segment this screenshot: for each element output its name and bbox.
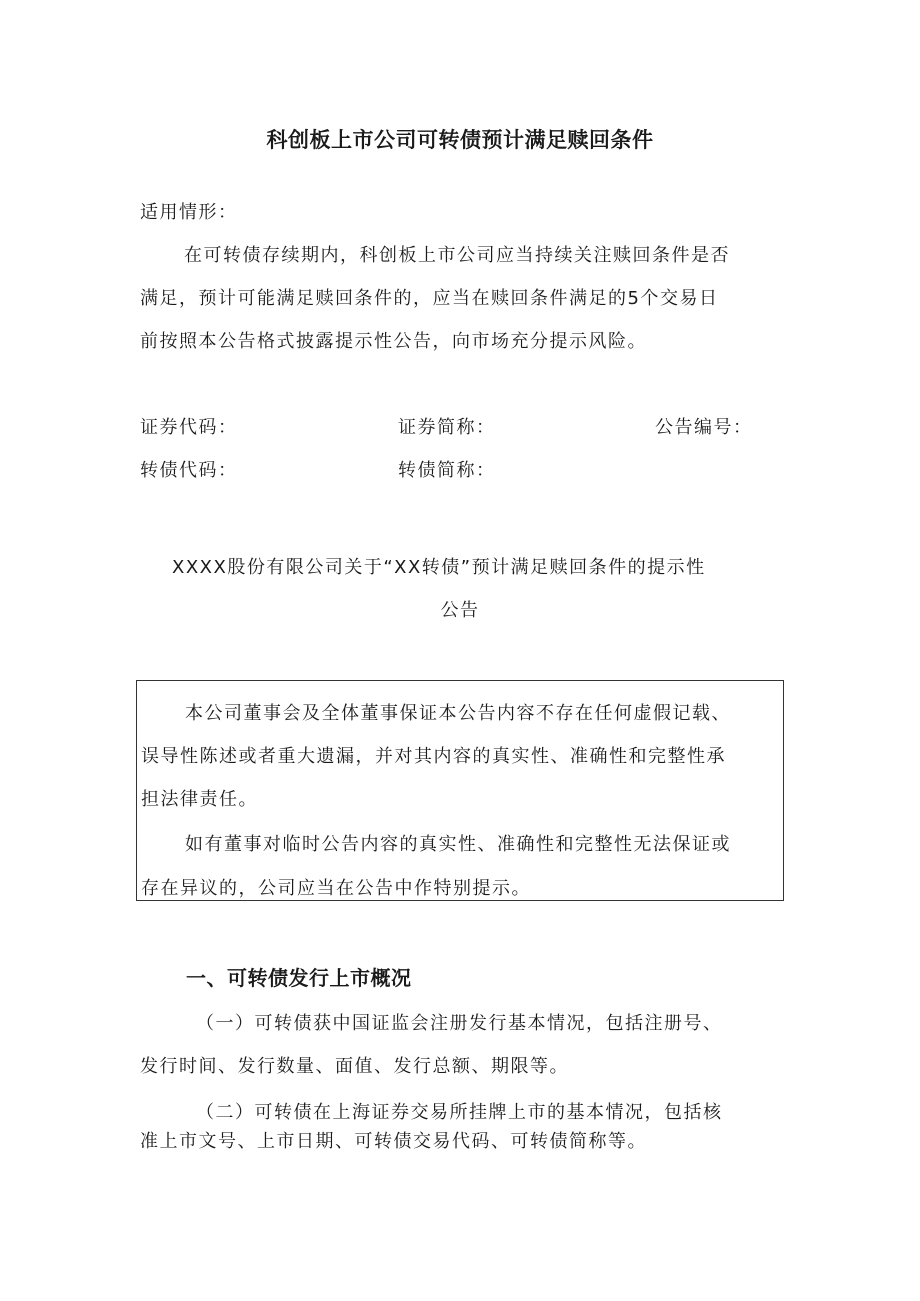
notice-line-1: 本公司董事会及全体董事保证本公告内容不存在任何虚假记载、 (185, 703, 731, 724)
board-guarantee-notice-box (136, 680, 784, 901)
section-1-item-2-line-2: 准上市文号、上市日期、可转债交易代码、可转债简称等。 (140, 1131, 647, 1152)
field-security-name: 证券简称： (398, 417, 496, 438)
section-1-heading: 一、可转债发行上市概况 (186, 966, 412, 990)
field-announcement-no: 公告编号： (655, 417, 753, 438)
notice-line-3: 担法律责任。 (141, 789, 258, 810)
scope-line-1: 在可转债存续期内，科创板上市公司应当持续关注赎回条件是否 (184, 245, 730, 266)
section-1-item-1-line-2: 发行时间、发行数量、面值、发行总额、期限等。 (140, 1056, 569, 1077)
announcement-title-line-1: XXXX股份有限公司关于“XX转债”预计满足赎回条件的提示性 (172, 557, 706, 578)
field-bond-name: 转债简称： (398, 460, 496, 481)
scope-line-2: 满足，预计可能满足赎回条件的，应当在赎回条件满足的5个交易日 (140, 288, 719, 309)
field-bond-code: 转债代码： (140, 460, 238, 481)
scope-line-3: 前按照本公告格式披露提示性公告，向市场充分提示风险。 (140, 331, 647, 352)
announcement-title-line-2: 公告 (440, 600, 480, 621)
section-1-item-2-line-1: （二）可转债在上海证券交易所挂牌上市的基本情况，包括核 (196, 1102, 723, 1123)
notice-line-5: 存在异议的，公司应当在公告中作特别提示。 (141, 878, 531, 899)
field-security-code: 证券代码： (140, 417, 238, 438)
notice-line-2: 误导性陈述或者重大遗漏，并对其内容的真实性、准确性和完整性承 (141, 746, 726, 767)
scope-label: 适用情形： (140, 202, 238, 223)
section-1-item-1-line-1: （一）可转债获中国证监会注册发行基本情况，包括注册号、 (196, 1013, 723, 1034)
document-title: 科创板上市公司可转债预计满足赎回条件 (266, 128, 654, 152)
notice-line-4: 如有董事对临时公告内容的真实性、准确性和完整性无法保证或 (185, 834, 731, 855)
